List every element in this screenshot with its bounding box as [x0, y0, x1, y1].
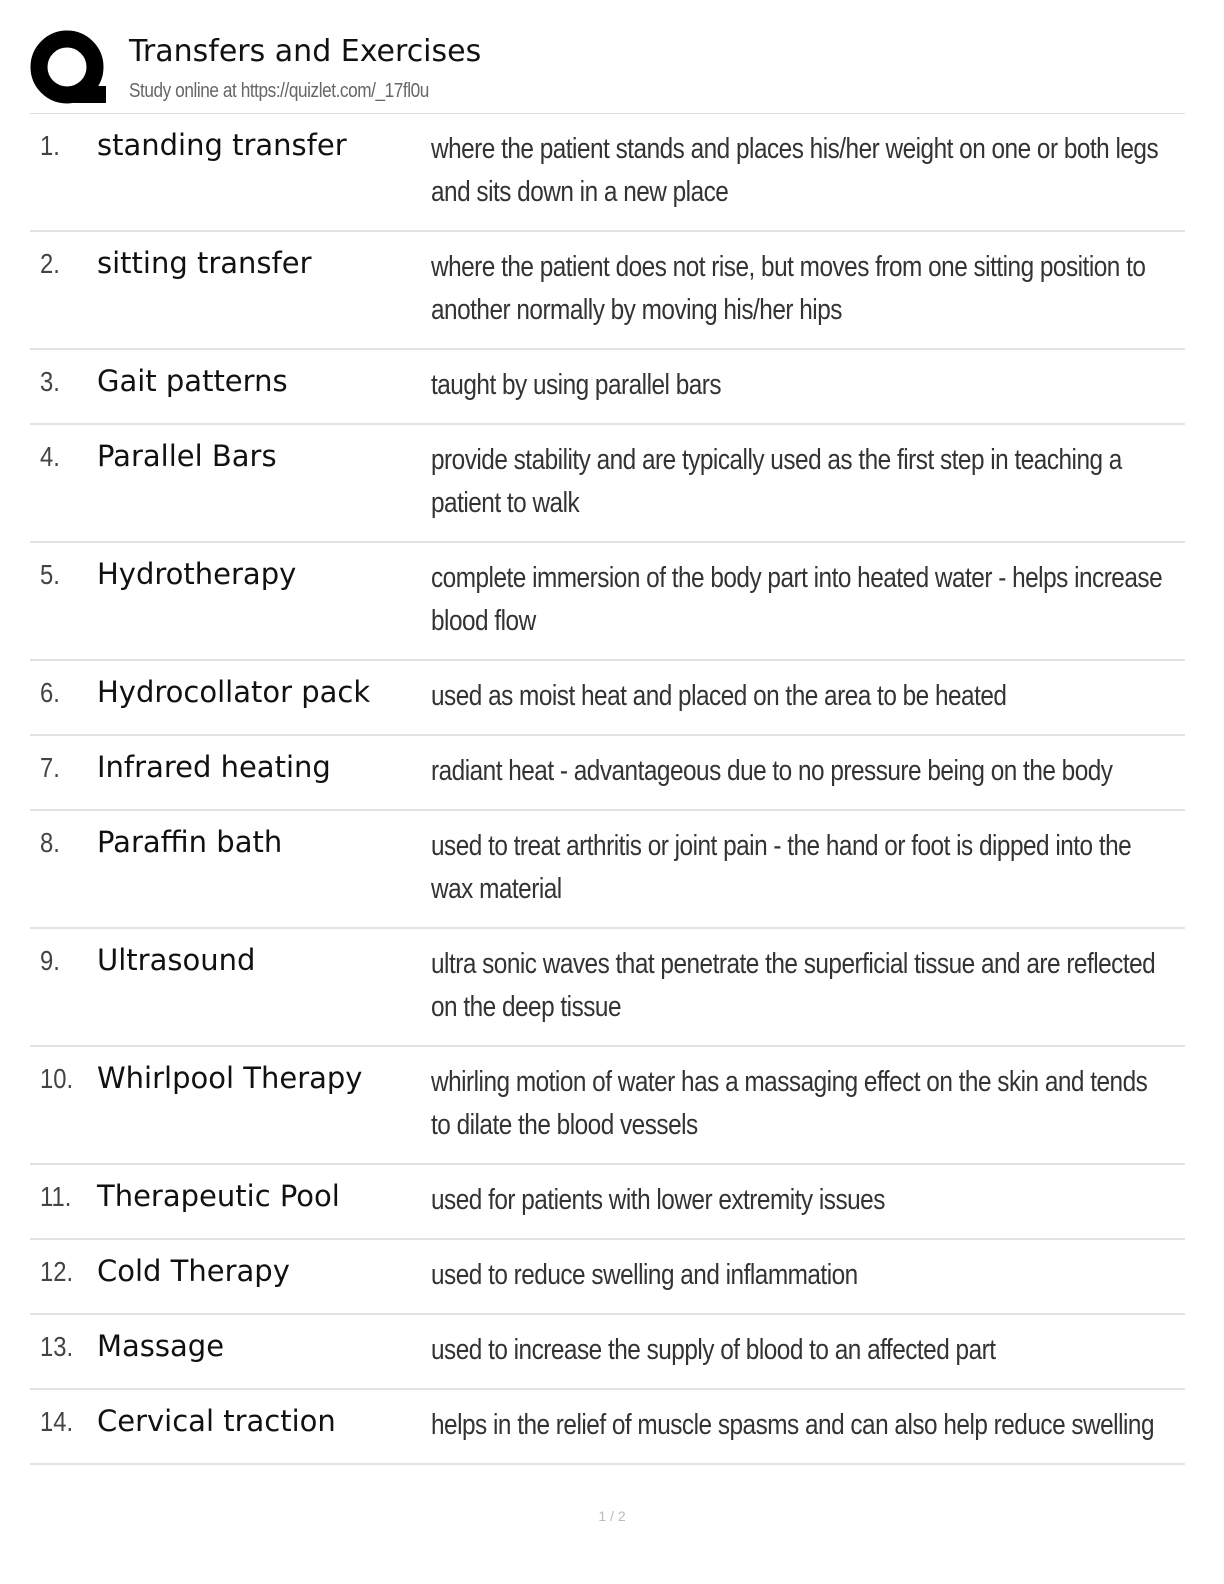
flashcard-row — [30, 811, 1185, 929]
card-term: Ultrasound — [97, 943, 256, 977]
card-number: 12. — [40, 1256, 74, 1287]
flashcard-row — [30, 1390, 1185, 1465]
flashcard-row — [30, 350, 1185, 425]
card-term: Cold Therapy — [97, 1254, 290, 1288]
card-term: Cervical traction — [97, 1404, 336, 1438]
flashcard-list — [30, 114, 1185, 1465]
card-definition: complete immersion of the body part into heated water - helps increase blood flow — [431, 562, 1163, 637]
card-definition: used for patients with lower extremity issues — [431, 1184, 885, 1216]
card-definition: used to treat arthritis or joint pain - the hand or foot is dipped into the wax material — [431, 830, 1132, 905]
card-definition: provide stability and are typically used as the first step in teaching a patient to walk — [431, 444, 1122, 519]
card-term: Infrared heating — [97, 750, 331, 784]
card-term: standing transfer — [97, 128, 347, 162]
card-number: 4. — [40, 441, 60, 472]
card-number: 6. — [40, 677, 60, 708]
card-definition: whirling motion of water has a massaging effect on the skin and tends to dilate the blood vessels — [431, 1066, 1148, 1141]
flashcard-row — [30, 114, 1185, 232]
card-number: 13. — [40, 1331, 74, 1362]
card-number: 7. — [40, 752, 60, 783]
page-number: 1 / 2 — [598, 1508, 626, 1524]
card-term: Hydrotherapy — [97, 557, 297, 591]
card-number: 8. — [40, 827, 60, 858]
card-term: Gait patterns — [97, 364, 288, 398]
card-term: Paraffin bath — [97, 825, 283, 859]
quizlet-q-logo-icon — [30, 30, 110, 108]
card-term: Whirlpool Therapy — [97, 1061, 363, 1095]
flashcard-row — [30, 1315, 1185, 1390]
card-term: Parallel Bars — [97, 439, 277, 473]
flashcard-row — [30, 1047, 1185, 1165]
card-term: sitting transfer — [97, 246, 312, 280]
card-number: 9. — [40, 945, 60, 976]
card-definition: radiant heat - advantageous due to no pressure being on the body — [431, 755, 1113, 787]
flashcard-row — [30, 736, 1185, 811]
flashcard-row — [30, 425, 1185, 543]
card-definition: helps in the relief of muscle spasms and can also help reduce swelling — [431, 1409, 1155, 1441]
card-number: 14. — [40, 1406, 74, 1437]
study-online-link[interactable]: Study online at https://quizlet.com/_17fl0u — [129, 80, 429, 102]
card-definition: where the patient does not rise, but moves from one sitting position to another normally by moving his/her hips — [431, 251, 1146, 326]
flashcard-row — [30, 929, 1185, 1047]
card-term: Hydrocollator pack — [97, 675, 371, 709]
card-number: 10. — [40, 1063, 74, 1094]
flashcard-row — [30, 1240, 1185, 1315]
flashcard-row — [30, 661, 1185, 736]
card-number: 3. — [40, 366, 60, 397]
card-definition: ultra sonic waves that penetrate the superficial tissue and are reflected on the deep tissue — [431, 948, 1156, 1023]
page-header — [30, 30, 1185, 114]
page-title: Transfers and Exercises — [129, 34, 482, 69]
card-definition: used to reduce swelling and inflammation — [431, 1259, 858, 1291]
card-term: Therapeutic Pool — [97, 1179, 340, 1213]
flashcard-row — [30, 543, 1185, 661]
card-definition: used to increase the supply of blood to an affected part — [431, 1334, 996, 1366]
card-definition: used as moist heat and placed on the area to be heated — [431, 680, 1007, 712]
card-number: 5. — [40, 559, 60, 590]
flashcard-row — [30, 1165, 1185, 1240]
card-number: 11. — [40, 1181, 72, 1212]
card-definition: taught by using parallel bars — [431, 369, 722, 401]
card-number: 1. — [40, 130, 60, 161]
card-definition: where the patient stands and places his/her weight on one or both legs and sits down in a new place — [431, 133, 1159, 208]
card-number: 2. — [40, 248, 60, 279]
card-term: Massage — [97, 1329, 225, 1363]
flashcard-row — [30, 232, 1185, 350]
